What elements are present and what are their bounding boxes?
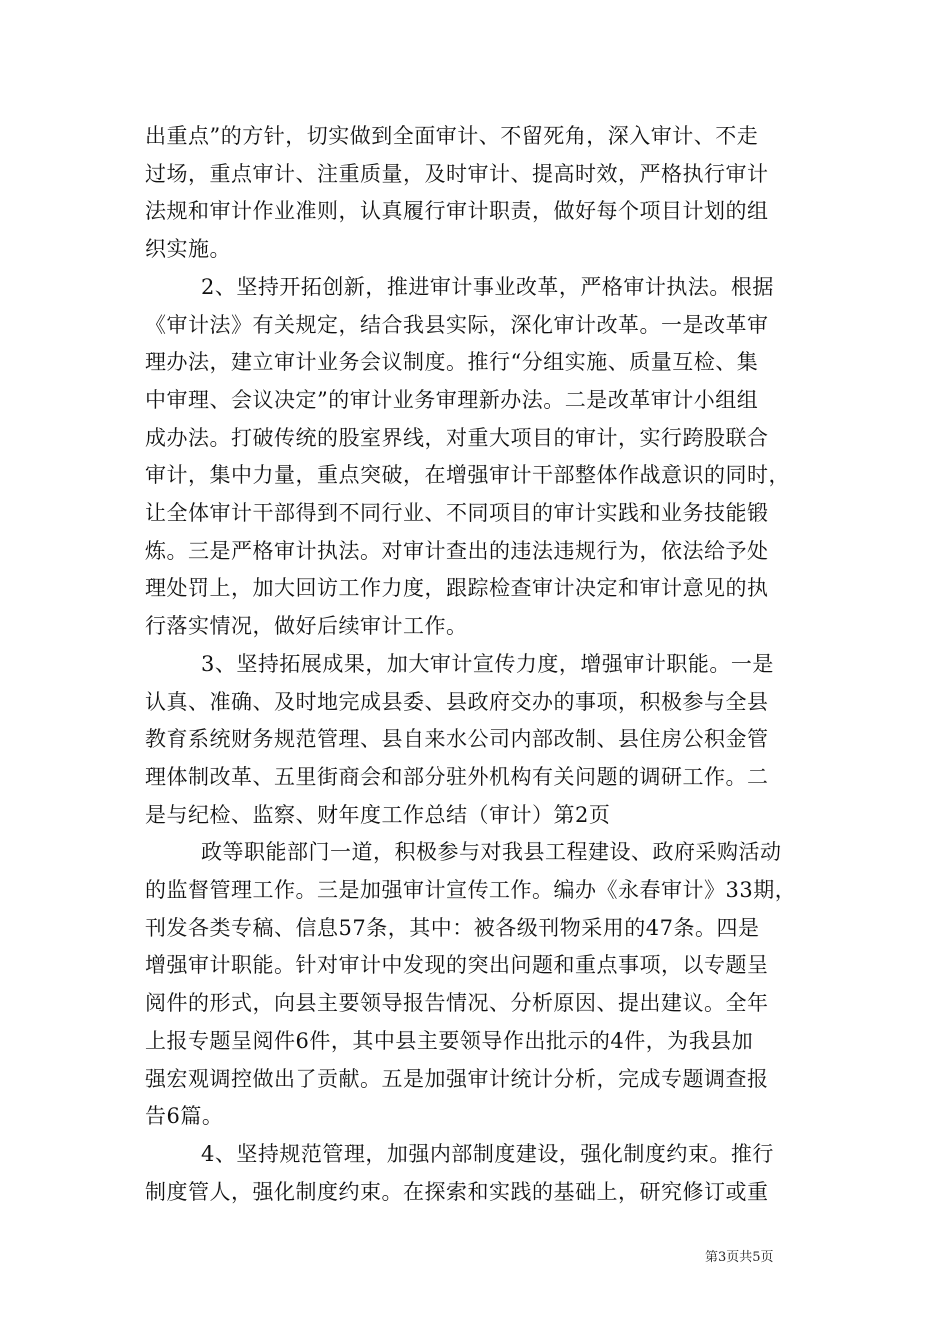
text-line: 阅件的形式，向县主要领导报告情况、分析原因、提出建议。全年 [145, 991, 769, 1016]
text-line: 理体制改革、五里街商会和部分驻外机构有关问题的调研工作。二 [145, 764, 769, 789]
paragraph-start-line: 3、坚持拓展成果，加大审计宣传力度，增强审计职能。一是 [201, 651, 774, 676]
text-line: 增强审计职能。针对审计中发现的突出问题和重点事项，以专题呈 [145, 953, 769, 978]
text-line: 织实施。 [145, 237, 231, 262]
text-line: 《审计法》有关规定，结合我县实际，深化审计改革。一是改革审 [145, 312, 769, 337]
text-line: 中审理、会议决定”的审计业务审理新办法。二是改革审计小组组 [145, 387, 759, 412]
text-line: 炼。三是严格审计执法。对审计查出的违法违规行为，依法给予处 [145, 538, 769, 563]
text-line: 教育系统财务规范管理、县自来水公司内部改制、县住房公积金管 [145, 727, 769, 752]
text-line: 告6篇。 [145, 1104, 224, 1129]
text-line: 审计，集中力量，重点突破，在增强审计干部整体作战意识的同时， [145, 463, 790, 488]
text-line: 行落实情况，做好后续审计工作。 [145, 614, 468, 639]
text-line: 制度管人，强化制度约束。在探索和实践的基础上，研究修订或重 [145, 1179, 769, 1204]
text-line: 上报专题呈阅件6件，其中县主要领导作出批示的4件，为我县加 [145, 1028, 754, 1053]
text-line: 是与纪检、监察、财年度工作总结（审计）第2页 [145, 802, 611, 827]
text-line: 刊发各类专稿、信息57条，其中：被各级刊物采用的47条。四是 [145, 915, 760, 940]
text-line: 的监督管理工作。三是加强审计宣传工作。编办《永春审计》33期， [145, 878, 797, 903]
text-line: 让全体审计干部得到不同行业、不同项目的审计实践和业务技能锻 [145, 501, 769, 526]
paragraph-start-line: 2、坚持开拓创新，推进审计事业改革，严格审计执法。根据 [201, 274, 774, 299]
page-number-footer: 第3页共5页 [705, 1250, 774, 1265]
paragraph-start-line: 政等职能部门一道，积极参与对我县工程建设、政府采购活动 [201, 840, 782, 865]
text-line: 成办法。打破传统的股室界线，对重大项目的审计，实行跨股联合 [145, 425, 769, 450]
text-line: 出重点”的方针，切实做到全面审计、不留死角，深入审计、不走 [145, 124, 759, 148]
text-line: 法规和审计作业准则，认真履行审计职责，做好每个项目计划的组 [145, 199, 769, 224]
text-line: 强宏观调控做出了贡献。五是加强审计统计分析，完成专题调查报 [145, 1066, 769, 1091]
paragraph-start-line: 4、坚持规范管理，加强内部制度建设，强化制度约束。推行 [201, 1141, 774, 1166]
text-line: 认真、准确、及时地完成县委、县政府交办的事项，积极参与全县 [145, 689, 769, 714]
text-line: 理办法，建立审计业务会议制度。推行“分组实施、质量互检、集 [145, 350, 759, 375]
text-line: 过场，重点审计、注重质量，及时审计、提高时效，严格执行审计 [145, 161, 769, 186]
text-line: 理处罚上，加大回访工作力度，跟踪检查审计决定和审计意见的执 [145, 576, 769, 601]
document-body [145, 118, 807, 1211]
